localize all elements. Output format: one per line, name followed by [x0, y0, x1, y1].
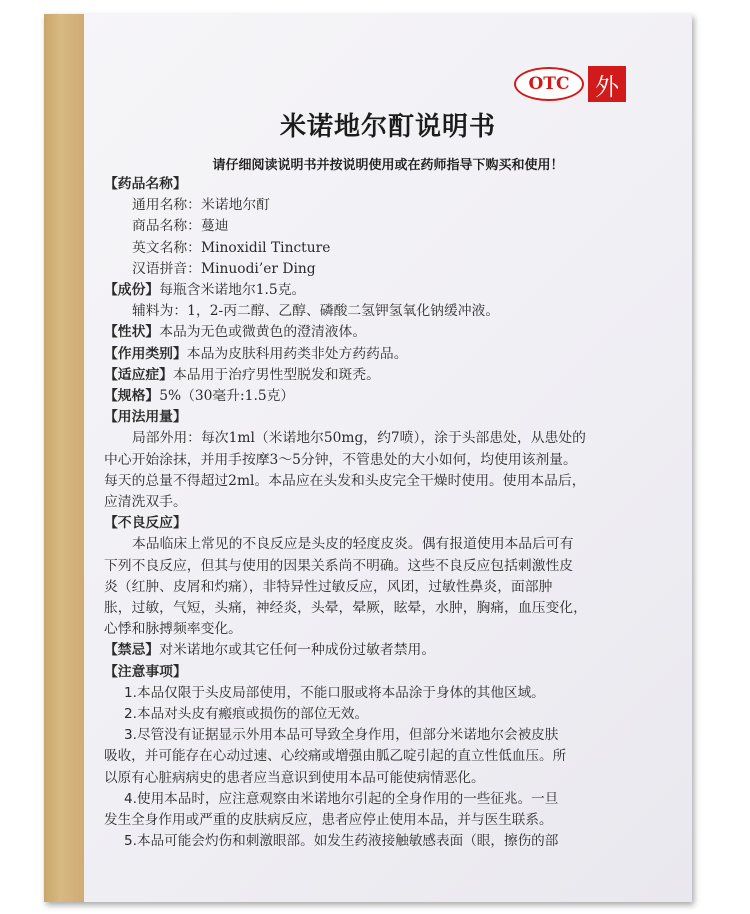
english-name: 英文名称：Minoxidil Tincture: [132, 239, 331, 256]
precaution-line: 3.尽管没有证据显示外用本品可导致全身作用，但部分米诺地尔会被皮肤: [124, 727, 559, 744]
usage-notice: 请仔细阅读说明书并按说明使用或在药师指导下购买和使用！: [212, 158, 564, 173]
dosage-line: 每天的总量不得超过2ml。本品应在头发和头皮完全干燥时使用。使用本品后，: [104, 472, 586, 489]
excipients-text: 辅料为：1，2-丙二醇、乙醇、磷酸二氢钾氢氧化钠缓冲液。: [132, 303, 500, 320]
contraindications-text: 对米诺地尔或其它任何一种成份过敏者禁用。: [159, 642, 436, 659]
adverse-line: 胀，过敏，气短，头痛，神经炎，头晕，晕厥，眩晕，水肿，胸痛，血压变化，: [104, 600, 587, 617]
section-composition: 【成份】: [104, 282, 160, 299]
otc-badges: [514, 66, 626, 102]
precaution-line: 2.本品对头皮有瘢痕或损伤的部位无效。: [124, 706, 369, 723]
section-adverse: 【不良反应】: [104, 515, 187, 532]
section-description: 【性状】: [104, 324, 160, 341]
category-row: [104, 344, 656, 365]
dosage-line: 局部外用：每次1ml（米诺地尔50mg，约7喷），涂于头部患处，从患处的: [132, 430, 586, 447]
generic-name: 通用名称：米诺地尔酊: [132, 197, 270, 214]
section-spec: 【规格】: [104, 388, 160, 405]
leaflet-sheet: [44, 14, 692, 902]
composition-row: [104, 280, 656, 301]
category-text: 本品为皮肤科用药类非处方药药品。: [186, 345, 408, 362]
spec-text: 5%（30毫升:1.5克）: [159, 388, 295, 405]
section-dosage: 【用法用量】: [104, 409, 187, 426]
section-precautions: 【注意事项】: [104, 663, 187, 680]
indications-row: [104, 365, 656, 386]
precautions-list: [104, 683, 656, 853]
precaution-line: 4.使用本品时，应注意观察由米诺地尔引起的全身作用的一些征兆。一旦: [124, 790, 559, 807]
dosage-line: 应清洗双手。: [104, 494, 187, 511]
external-use-badge: 外: [588, 66, 626, 102]
indications-text: 本品用于治疗男性型脱发和斑秃。: [172, 366, 380, 383]
binding-edge: [44, 14, 84, 902]
otc-badge: OTC: [514, 67, 584, 101]
section-category: 【作用类别】: [104, 345, 187, 362]
adverse-line: 本品临床上常见的不良反应是头皮的轻度皮炎。偶有报道使用本品后可有: [132, 536, 574, 553]
description-text: 本品为无色或微黄色的澄清液体。: [159, 324, 367, 341]
pinyin-name: 汉语拼音：Minuodi’er Ding: [132, 260, 316, 277]
dosage-line: 中心开始涂抹，并用手按摩3～5分钟，不管患处的大小如何，均使用该剂量。: [104, 451, 577, 468]
precaution-line: 5.本品可能会灼伤和刺激眼部。如发生药液接触敏感表面（眼，擦伤的部: [124, 833, 559, 850]
adverse-line: 炎（红肿、皮屑和灼痛），非特异性过敏反应，风团，过敏性鼻炎，面部肿: [104, 578, 553, 595]
precaution-line: 1.本品仅限于头皮局部使用，不能口服或将本品涂于身体的其他区域。: [124, 684, 545, 701]
leaflet-content: [104, 174, 656, 853]
section-indications: 【适应症】: [104, 366, 173, 383]
adverse-line: 心悸和脉搏频率变化。: [104, 621, 242, 638]
precaution-line: 吸收，并可能存在心动过速、心绞痛或增强由胍乙啶引起的直立性低血压。所: [104, 748, 567, 765]
adverse-line: 下列不良反应，但其与使用的因果关系尚不明确。这些不良反应包括刺激性皮: [104, 557, 574, 574]
spec-row: [104, 386, 656, 407]
precaution-line: 发生全身作用或严重的皮肤病反应，患者应停止使用本品，并与医生联系。: [104, 812, 553, 829]
section-drug-name: 【药品名称】: [104, 176, 187, 192]
contraindications-row: [104, 640, 656, 661]
document-title: 米诺地尔酊说明书: [279, 112, 496, 142]
composition-text: 每瓶含米诺地尔1.5克。: [159, 282, 306, 299]
trade-name: 商品名称：蔓迪: [132, 218, 229, 235]
precaution-line: 以原有心脏病病史的患者应当意识到使用本品可能使病情恶化。: [104, 769, 485, 786]
section-contraindications: 【禁忌】: [104, 642, 160, 659]
description-row: [104, 322, 656, 343]
